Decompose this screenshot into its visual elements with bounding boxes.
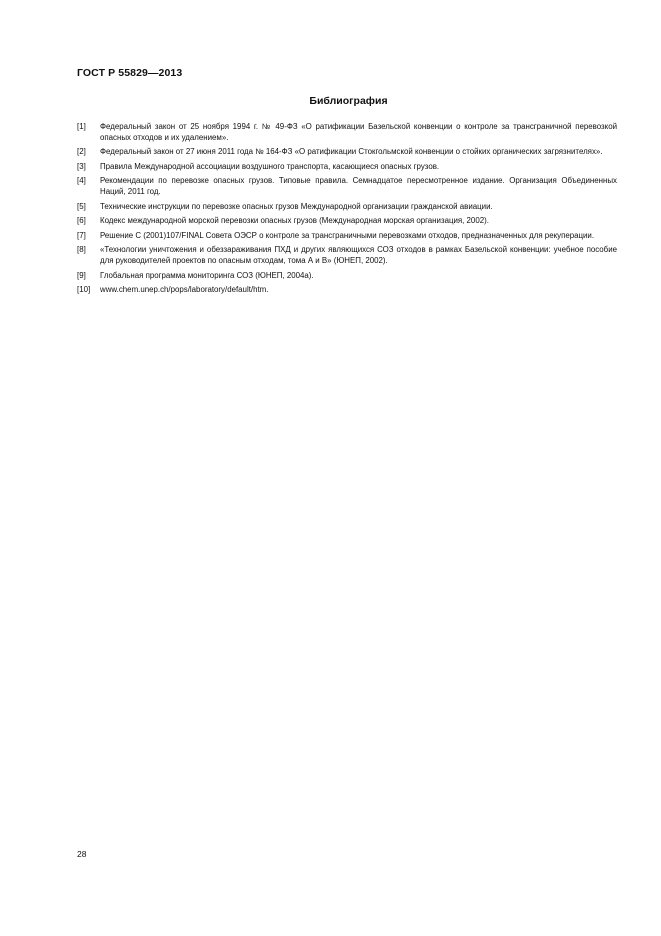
bibliography-item-number: [10] <box>77 285 91 295</box>
bibliography-item-number: [3] <box>77 161 86 171</box>
bibliography-item-number: [6] <box>77 216 86 226</box>
bibliography-item <box>77 271 617 282</box>
bibliography-item <box>77 122 617 144</box>
document-code: ГОСТ Р 55829—2013 <box>77 67 183 79</box>
bibliography-item-text: Правила Международной ассоциации воздушного транспорта, касающиеся опасных грузов. <box>100 161 440 171</box>
bibliography-item-number: [2] <box>77 147 86 157</box>
bibliography-item <box>77 202 617 213</box>
bibliography-item-text: Технические инструкции по перевозке опасных грузов Международной организации гражданской авиации. <box>100 201 493 211</box>
bibliography-item <box>77 285 617 296</box>
bibliography-item-text: www.chem.unep.ch/pops/laboratory/default/htm. <box>100 285 269 295</box>
page-number: 28 <box>77 849 87 859</box>
bibliography-item-number: [9] <box>77 270 86 280</box>
bibliography-item-text: «Технологии уничтожения и обеззараживания ПХД и других являющихся СОЗ отходов в рамках Базельской конвенции: учебное пособие для руководителей проектов по опасным отходам, тома А и В» (ЮНЕП, 2002). <box>100 245 617 266</box>
section-title-text: Библиография <box>309 95 388 107</box>
bibliography-item-text: Федеральный закон от 27 июня 2011 года № 164-ФЗ «О ратификации Стокгольмской конвенции о стойких органических загрязнителях». <box>100 147 603 157</box>
bibliography-item-number: [8] <box>77 245 86 255</box>
bibliography-item-text: Глобальная программа мониторинга СОЗ (ЮНЕП, 2004а). <box>100 270 314 280</box>
section-title <box>0 95 661 107</box>
bibliography-item-number: [5] <box>77 201 86 211</box>
bibliography-item <box>77 245 617 267</box>
bibliography-item-number: [7] <box>77 230 86 240</box>
bibliography-item-number: [1] <box>77 122 86 131</box>
bibliography-item-number: [4] <box>77 176 86 186</box>
bibliography-item-text: Рекомендации по перевозке опасных грузов. Типовые правила. Семнадцатое пересмотренное издание. Организация Объединенных Наций, 2011 год. <box>100 176 617 197</box>
bibliography-item <box>77 216 617 227</box>
bibliography-item <box>77 231 617 242</box>
bibliography-item-text: Федеральный закон от 25 ноября 1994 г. № 49-ФЗ «О ратификации Базельской конвенции о контроле за трансграничной перевозкой опасных отходов и их удалением». <box>100 122 617 142</box>
bibliography-list <box>77 122 617 300</box>
bibliography-item-text: Кодекс международной морской перевозки опасных грузов (Международная морская организация, 2002). <box>100 216 489 226</box>
bibliography-item <box>77 176 617 198</box>
bibliography-item-text: Решение С (2001)107/FINAL Совета ОЭСР о контроле за трансграничными перевозками отходов, предназначенных для рекуперации. <box>100 230 595 240</box>
bibliography-item <box>77 147 617 158</box>
bibliography-item <box>77 162 617 173</box>
